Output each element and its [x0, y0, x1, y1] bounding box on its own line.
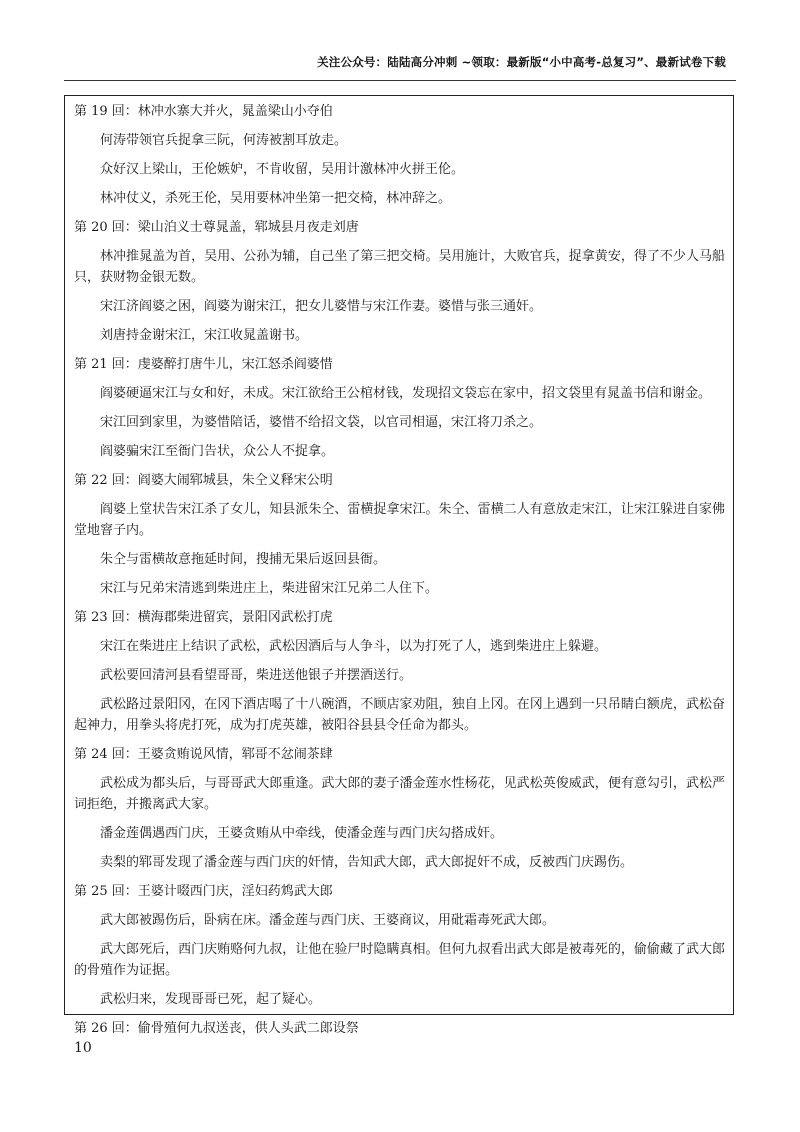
- chapter-title: 第 19 回：林冲水寨大并火，晁盖梁山小夺伯: [74, 104, 333, 119]
- paragraph: 宋江回到家里，为婆惜陪话，婆惜不给招文袋，以官司相逼，宋江将刀杀之。: [100, 415, 543, 430]
- chapter-title: 第 22 回：阎婆大闹郓城县，朱仝义释宋公明: [74, 473, 333, 488]
- paragraph: 众好汉上梁山，王伦嫉妒，不肯收留，吴用计激林冲火拼王伦。: [100, 162, 465, 177]
- paragraph: 阎婆骗宋江至衙门告状，众公人不捉拿。: [100, 444, 335, 459]
- paragraph: 林冲推晁盖为首，吴用、公孙为辅，自己坐了第三把交椅。吴用施计，大败官兵，捉拿黄安，得了不少人马船只，获财物金银无数。: [74, 249, 725, 285]
- paragraph: 武松路过景阳冈，在冈下酒店喝了十八碗酒，不顾店家劝阻，独自上冈。在冈上遇到一只吊睛白额虎，武松奋起神力，用拳头将虎打死，成为打虎英雄，被阳谷县县令任命为都头。: [74, 697, 725, 733]
- chapter-title: 第 24 回：王婆贪贿说风情，郓哥不忿闹茶肆: [74, 747, 333, 762]
- paragraph: 朱仝与雷横故意拖延时间，搜捕无果后返回县衙。: [100, 552, 387, 567]
- chapter-title: 第 21 回：虔婆醉打唐牛儿，宋江怒杀阎婆惜: [74, 357, 333, 372]
- paragraph: 刘唐持金谢宋江，宋江收晁盖谢书。: [100, 328, 309, 343]
- paragraph: 林冲仗义，杀死王伦，吴用要林冲坐第一把交椅，林冲辞之。: [100, 191, 452, 206]
- paragraph: 阎婆上堂状告宋江杀了女儿，知县派朱仝、雷横捉拿宋江。朱仝、雷横二人有意放走宋江，让宋江躲进自家佛堂地窨子内。: [74, 502, 725, 538]
- paragraph: 武松归来，发现哥哥已死，起了疑心。: [100, 992, 322, 1007]
- paragraph: 宋江济阎婆之困，阎婆为谢宋江，把女儿婆惜与宋江作妻。婆惜与张三通奸。: [100, 299, 543, 314]
- content-box: [64, 95, 734, 1036]
- paragraph: 卖梨的郓哥发现了潘金莲与西门庆的奸情，告知武大郎，武大郎捉奸不成，反被西门庆踢伤。: [100, 855, 634, 870]
- paragraph: 何涛带领官兵捉拿三阮，何涛被割耳放走。: [100, 133, 348, 148]
- chapter-title: 第 25 回：王婆计啜西门庆，淫妇药鸩武大郎: [74, 884, 333, 899]
- paragraph: 宋江在柴进庄上结识了武松，武松因酒后与人争斗，以为打死了人，逃到柴进庄上躲避。: [100, 639, 608, 654]
- chapter-title: 第 20 回：梁山泊义士尊晁盖，郓城县月夜走刘唐: [74, 220, 359, 235]
- paragraph: 武松成为都头后，与哥哥武大郎重逢。武大郎的妻子潘金莲水性杨花，见武松英俊威武，便有意勾引，武松严词拒绝，并搬离武大家。: [74, 776, 725, 812]
- header-rule: [64, 80, 736, 81]
- chapter-title: 第 23 回：横海郡柴进留宾，景阳冈武松打虎: [74, 610, 333, 625]
- page-header: 关注公众号：陆陆高分冲刺 ~领取：最新版“小中高考-总复习”、最新试卷下载: [317, 55, 726, 69]
- paragraph: 宋江与兄弟宋清逃到柴进庄上，柴进留宋江兄弟二人住下。: [100, 581, 439, 596]
- paragraph: 武大郎被踢伤后，卧病在床。潘金莲与西门庆、王婆商议，用砒霜毒死武大郎。: [100, 913, 556, 928]
- paragraph: 武松要回清河县看望哥哥，柴进送他银子并摆酒送行。: [100, 668, 413, 683]
- paragraph: 阎婆硬逼宋江与女和好，未成。宋江欲给王公棺材钱，发现招文袋忘在家中，招文袋里有晁盖书信和谢金。: [100, 386, 712, 401]
- page-number: 10: [74, 1040, 92, 1056]
- paragraph: 武大郎死后，西门庆贿赂何九叔，让他在验尸时隐瞒真相。但何九叔看出武大郎是被毒死的，偷偷藏了武大郎的骨殖作为证据。: [74, 942, 725, 978]
- chapter-title: 第 26 回：偷骨殖何九叔送丧，供人头武二郎设祭: [74, 1021, 359, 1036]
- paragraph: 潘金莲偶遇西门庆，王婆贪贿从中牵线，使潘金莲与西门庆勾搭成奸。: [100, 826, 504, 841]
